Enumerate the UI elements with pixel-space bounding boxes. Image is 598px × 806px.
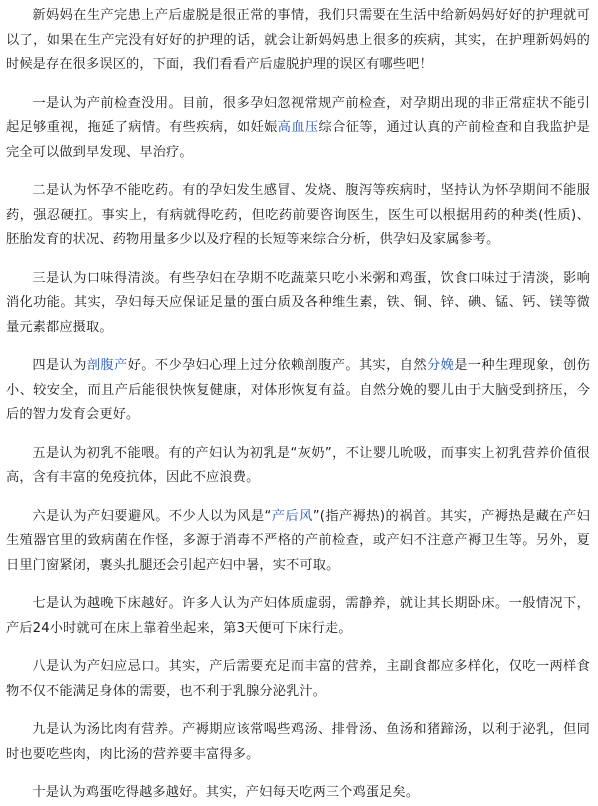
paragraph-text: 十是认为鸡蛋吃得越多越好。其实，产妇每天吃两三个鸡蛋足矣。 — [32, 785, 420, 800]
paragraph-text: 一是认为产前检查没用。目前，很多孕妇忽视常规产前检查，对孕期出现的非正常症状不能引起足够重视，拖延了病情。有些疾病，如妊娠 — [6, 95, 590, 135]
paragraph-text: 九是认为汤比肉有营养。产褥期应该常喝些鸡汤、排骨汤、鱼汤和猪蹄汤，以利于泌乳，但同时也要吃些肉，肉比汤的营养要丰富得多。 — [6, 722, 590, 762]
paragraph-text: ”(指产褥热)的祸首。其实，产褥热是藏在产妇生殖器官里的致病菌在作怪，多源于消毒不严格的产前检查，或产妇不注意产褥卫生等。另外，夏日里门窗紧闭，裹头扎腿还会引起产妇中暑，实不可取。 — [6, 508, 591, 573]
paragraph-text: 七是认为越晚下床越好。许多人认为产妇体质虚弱，需静养，就让其长期卧床。一般情况下，产后24小时就可在床上靠着坐起来，第3天便可下床行走。 — [6, 596, 590, 636]
paragraph-text: 好。不少孕妇心理上过分依赖剖腹产。其实，自然 — [127, 358, 427, 373]
article-paragraph — [6, 505, 590, 579]
paragraph-text: 是一种生理现象，创伤小、较安全，而且产后能很快恢复健康，对体形恢复有益。自然分娩的婴儿由于大脑受到挤压，今后的智力发育会更好。 — [6, 358, 590, 422]
article-paragraph — [6, 354, 590, 428]
paragraph-text: 八是认为产妇应忌口。其实，产后需要充足而丰富的营养，主副食都应多样化，仅吃一两样食物不仅不能满足身体的需要，也不利于乳腺分泌乳汁。 — [6, 659, 590, 699]
article-paragraph — [6, 592, 590, 641]
paragraph-text: 三是认为口味得清淡。有些孕妇在孕期不吃蔬菜只吃小米粥和鸡蛋，饮食口味过于清淡，影响消化功能。其实，孕妇每天应保证足量的蛋白质及各种维生素，铁、铜、锌、碘、锰、钙、镁等微量元素都应摄取。 — [6, 270, 590, 335]
keyword-link[interactable]: 分娩 — [426, 358, 455, 373]
keyword-link[interactable]: 剖腹产 — [86, 358, 128, 373]
paragraph-text: 六是认为产妇要避风。不少人以为风是“ — [32, 508, 272, 524]
article-paragraph — [6, 718, 590, 767]
article-paragraph — [6, 655, 590, 704]
article-paragraph — [6, 92, 590, 166]
paragraph-text: 综合征等，通过认真的产前检查和自我监护是完全可以做到早发现、早治疗。 — [6, 120, 591, 160]
keyword-link[interactable]: 产后风 — [271, 508, 313, 524]
paragraph-text: 新妈妈在生产完患上产后虚脱是很正常的事情，我们只需要在生活中给新妈妈好好的护理就可以了，如果在生产完没有好好的护理的话，就会让新妈妈患上很多的疾病，其实，在护理新妈妈的时候是存在很多误区的，下面，我们看看产后虚脱护理的误区有哪些吧！ — [6, 8, 590, 72]
article-paragraph — [6, 267, 590, 341]
paragraph-text: 二是认为怀孕不能吃药。有的孕妇发生感冒、发烧、腹泻等疾病时，坚持认为怀孕期间不能服药，强忍硬扛。事实上，有病就得吃药，但吃药前要咨询医生，医生可以根据用药的种类(性质)、胚胎发育的状况、药物用量多少以及疗程的长短等来综合分析，供孕妇及家属参考。 — [6, 183, 590, 247]
article-paragraph — [6, 442, 590, 491]
article-paragraph — [6, 781, 590, 806]
keyword-link[interactable]: 高血压 — [277, 120, 319, 135]
article-paragraph — [6, 179, 590, 253]
paragraph-text: 五是认为初乳不能喂。有的产妇认为初乳是“灰奶”，不让婴儿吮吸，而事实上初乳营养价值很高，含有丰富的免疫抗体，因此不应浪费。 — [6, 445, 590, 485]
paragraph-text: 四是认为 — [32, 358, 87, 373]
article-paragraph — [6, 4, 590, 78]
